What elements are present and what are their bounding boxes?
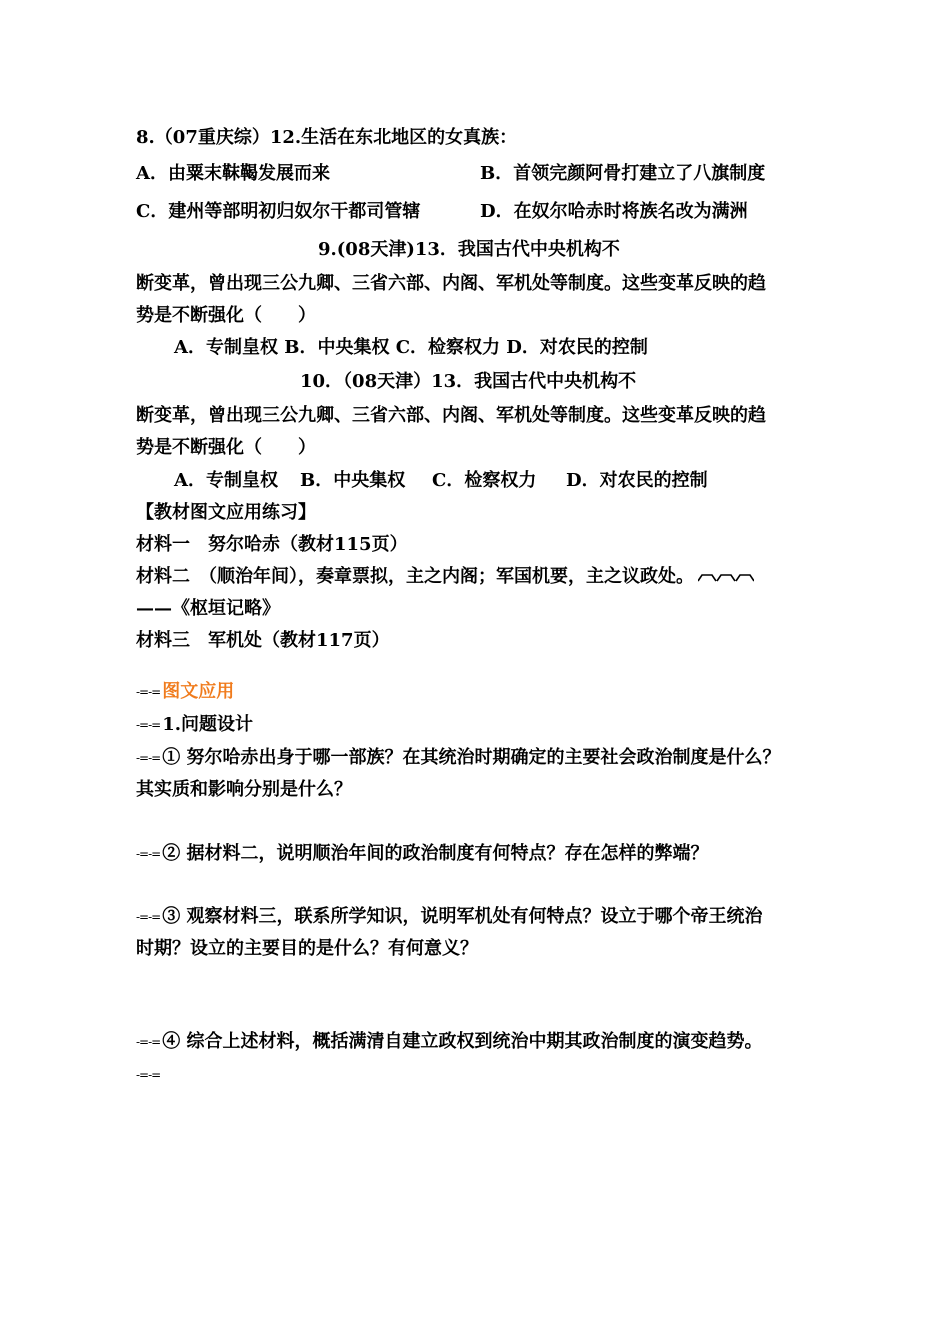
question-4: ④ 综合上述材料，概括满清自建立政权到统治中期其政治制度的演变趋势。 — [162, 1031, 763, 1052]
q9-options: A．专制皇权 B．中央集权 C．检察权力 D．对农民的控制 — [174, 337, 648, 358]
wavy-underline-mark — [698, 572, 754, 582]
line-marker: -=-= — [136, 847, 161, 861]
line-marker: -=-= — [136, 1068, 161, 1082]
app-q2-line — [136, 842, 708, 866]
app-design-line — [136, 713, 253, 737]
q10-stem-line2: 断变革，曾出现三公九卿、三省六部、内阁、军机处等制度。这些变革反映的趋 — [136, 405, 766, 426]
material-one: 材料一 努尔哈赤（教材115页） — [136, 534, 408, 555]
line-marker: -=-= — [136, 685, 161, 699]
practice-heading: 【教材图文应用练习】 — [136, 502, 316, 523]
app-title-line — [136, 680, 234, 704]
q10-option-d: D．对农民的控制 — [566, 470, 708, 491]
question-design: 1.问题设计 — [162, 714, 254, 735]
app-q3-line1 — [136, 905, 762, 929]
q8-option-d: D．在奴尔哈赤时将族名改为满洲 — [480, 201, 748, 222]
line-marker: -=-= — [136, 910, 161, 924]
q8-option-b: B．首领完颜阿骨打建立了八旗制度 — [480, 163, 766, 184]
material-two: 材料二 （顺治年间），奏章票拟，主之内阁；军国机要，主之议政处。 — [136, 566, 694, 587]
q10-option-a: A．专制皇权 — [174, 470, 278, 491]
app-q4-line — [136, 1030, 762, 1054]
material-two-line — [136, 565, 754, 589]
question-3-cont: 时期？设立的主要目的是什么？有何意义？ — [136, 938, 478, 959]
q8-option-a: A．由粟末靺鞨发展而来 — [136, 163, 330, 184]
q8-stem: 8.（07重庆综）12.生活在东北地区的女真族： — [136, 127, 518, 148]
question-3: ③ 观察材料三，联系所学知识，说明军机处有何特点？设立于哪个帝王统治 — [162, 906, 763, 927]
material-three: 材料三 军机处（教材117页） — [136, 630, 390, 651]
q9-stem-line3: 势是不断强化（ ） — [136, 305, 316, 326]
q10-option-b: B．中央集权 — [300, 470, 406, 491]
question-2: ② 据材料二，说明顺治年间的政治制度有何特点？存在怎样的弊端？ — [162, 843, 709, 864]
q10-stem-line1: 10．（08天津）13．我国古代中央机构不 — [300, 371, 637, 392]
app-q1-line1 — [136, 746, 780, 770]
q8-option-c: C．建州等部明初归奴尔干都司管辖 — [136, 201, 421, 222]
line-marker: -=-= — [136, 1035, 161, 1049]
q9-stem-line1: 9.(08天津)13．我国古代中央机构不 — [318, 239, 620, 260]
q10-option-c: C．检察权力 — [432, 470, 537, 491]
line-marker: -=-= — [136, 751, 161, 765]
q10-stem-line3: 势是不断强化（ ） — [136, 437, 316, 458]
app-title: 图文应用 — [162, 681, 235, 702]
trailing-marker-line — [136, 1063, 162, 1087]
q9-stem-line2: 断变革，曾出现三公九卿、三省六部、内阁、军机处等制度。这些变革反映的趋 — [136, 273, 766, 294]
question-1: ① 努尔哈赤出身于哪一部族？在其统治时期确定的主要社会政治制度是什么？ — [162, 747, 781, 768]
material-two-source: ——《枢垣记略》 — [136, 598, 280, 619]
line-marker: -=-= — [136, 718, 161, 732]
question-1-cont: 其实质和影响分别是什么？ — [136, 779, 352, 800]
